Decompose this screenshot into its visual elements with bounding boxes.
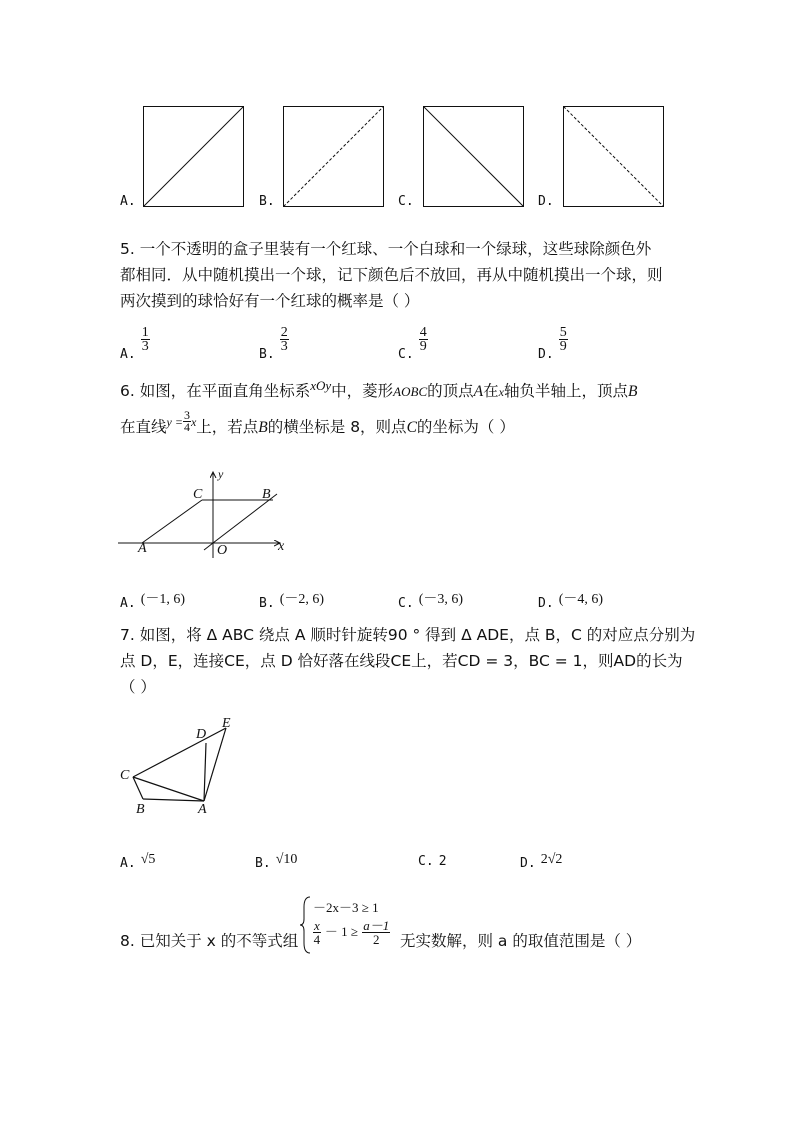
q7-label-b: B <box>136 802 145 817</box>
q6-label-c: C <box>193 487 203 502</box>
q7-label-d: D <box>196 727 207 742</box>
q7-option-c: C. 2 <box>418 854 447 869</box>
q5-option-c-letter: C. <box>398 347 414 362</box>
q6-option-c: $_{C.}$ (－3, 6) <box>398 592 464 611</box>
q7-label-e: E <box>222 716 231 731</box>
q6-option-d: $_{D.}$ (－4, 6) <box>538 592 604 611</box>
q6-label-o: O <box>217 543 228 558</box>
q6-line-1: 6. 如图，在平面直角坐标系$^{xOy}$中，菱形AOBC的顶点A在x轴负半轴上，顶点B <box>120 378 638 400</box>
q6-option-a: $_{A.}$ (－1, 6) <box>120 592 186 611</box>
q6-label-x: x <box>278 539 285 554</box>
q4-option-a-letter: A. <box>120 194 136 209</box>
q8-suffix: 无实数解，则 a 的取值范围是（ ） <box>400 932 642 950</box>
q6-option-b: $_{B.}$ (－2, 6) <box>259 592 325 611</box>
q5-option-a-letter: A. <box>120 347 136 362</box>
q5-option-d-letter: D. <box>538 347 554 362</box>
q7-label-a: A <box>198 802 207 817</box>
q5-option-b-fraction: $\frac{2}{3}$ <box>280 325 288 354</box>
q4-option-b-figure <box>283 106 384 207</box>
q7-figure <box>110 715 240 815</box>
q7-label-c: C <box>120 768 130 783</box>
q4-option-d-figure <box>563 106 664 207</box>
q8-inequality-1: －2x－3 ≥ 1 <box>313 900 379 915</box>
q5-option-a <box>120 325 150 362</box>
q7-line-1: 7. 如图，将 Δ ABC 绕点 A 顺时针旋转90 ° 得到 Δ ADE，点 B，C 的对应点分别为 <box>120 626 696 644</box>
q7-option-b: $_{B.}$ √10 <box>255 852 298 871</box>
q8-inequality-system <box>300 895 400 955</box>
q8-prefix: 8. 已知关于 x 的不等式组 <box>120 932 299 950</box>
q5-line-1: 5. 一个不透明的盒子里装有一个红球、一个白球和一个绿球，这些球除颜色外 <box>120 240 652 258</box>
q7-option-d: $_{D.}$ 2√2 <box>520 852 563 871</box>
q7-option-a: $_{A.}$ √5 <box>120 852 156 871</box>
q5-option-b <box>259 325 289 362</box>
q6-label-a: A <box>138 541 147 556</box>
q5-line-2: 都相同．从中随机摸出一个球，记下颜色后不放回，再从中随机摸出一个球，则 <box>120 266 663 284</box>
q5-option-d-fraction: $\frac{5}{9}$ <box>559 325 567 354</box>
q4-option-c-figure <box>423 106 524 207</box>
q5-option-d <box>538 325 568 362</box>
q6-line-2: 在直线$^{y =}$ $\frac{3}{4}$ $^x$上，若点B的横坐标是 8，则点C的坐标为（ ） <box>120 408 515 436</box>
q6-label-b: B <box>262 487 271 502</box>
q7-line-3: （ ） <box>120 678 156 696</box>
q7-line-2: 点 D，E，连接CE，点 D 恰好落在线段CE上，若CD = 3，BC = 1，则AD的长为 <box>120 652 683 670</box>
q4-option-c-letter: C. <box>398 194 414 209</box>
q5-option-c-fraction: $\frac{4}{9}$ <box>419 325 427 354</box>
q6-label-y: y <box>218 467 224 481</box>
q5-line-3: 两次摸到的球恰好有一个红球的概率是（ ） <box>120 292 420 310</box>
q5-option-a-fraction: $\frac{1}{3}$ <box>141 325 149 354</box>
q5-option-c <box>398 325 428 362</box>
q4-option-d-letter: D. <box>538 194 554 209</box>
q4-option-a-figure <box>143 106 244 207</box>
q4-option-b-letter: B. <box>259 194 275 209</box>
q8-inequality-2: $\frac{x}{4}$ － 1 ≥ $\frac{a-1}{2}$ <box>313 918 390 947</box>
q8-brace <box>300 895 312 955</box>
q5-option-b-letter: B. <box>259 347 275 362</box>
